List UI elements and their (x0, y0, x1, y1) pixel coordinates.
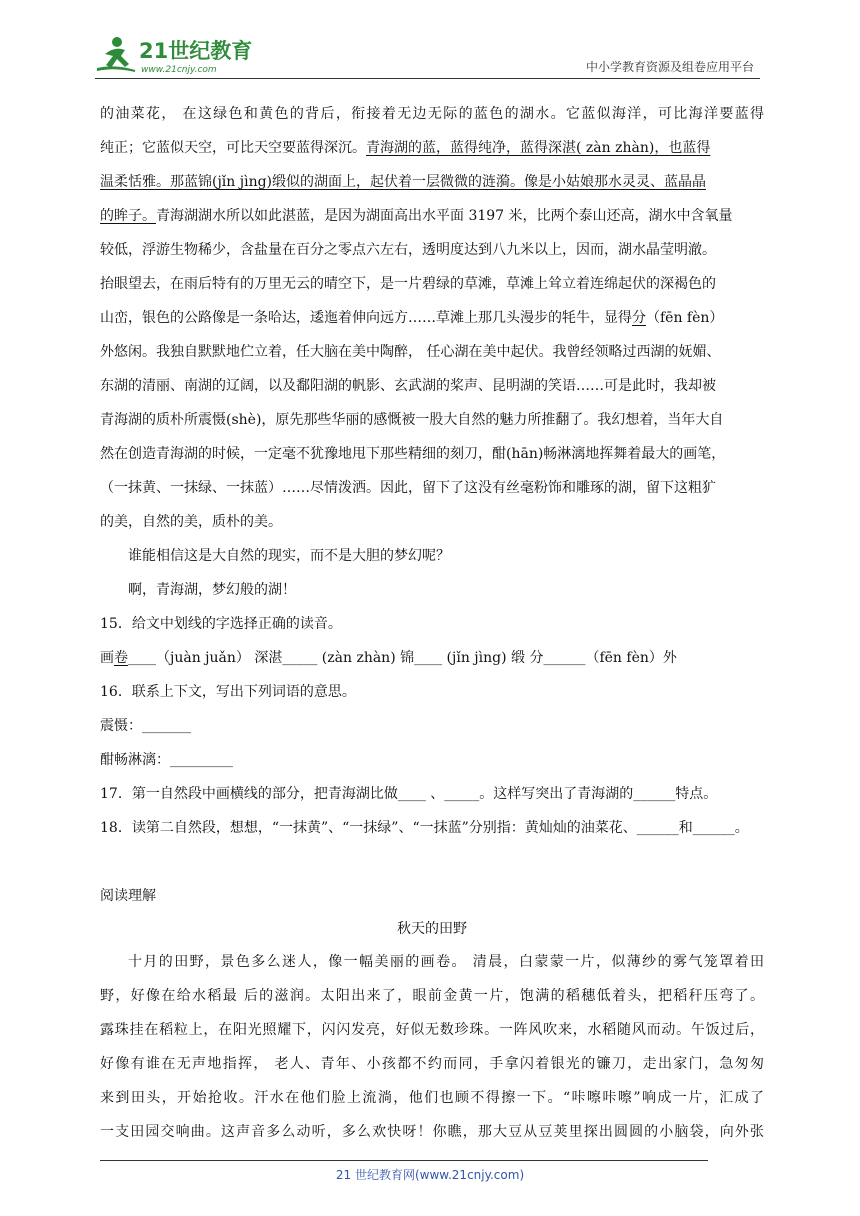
logo-text: 21世纪教育 (139, 39, 253, 63)
text-span: 画 (100, 650, 114, 666)
question-16-a: 震慑：_______ (100, 718, 191, 734)
question-16: 16．联系上下文，写出下列词语的意思。 (100, 684, 356, 700)
text-line: 较低，浮游生物稀少，含盐量在百分之零点六左右，透明度达到八九米以上，因而，湖水晶莹明澈。 (100, 242, 716, 258)
text-line: 谁能相信这是大自然的现实，而不是大胆的梦幻呢？ (128, 548, 450, 564)
text-line (100, 138, 710, 158)
text-line: 啊，青海湖，梦幻般的湖！ (128, 582, 296, 598)
text-line: 野，好像在给水稻最 后的滋润。太阳出来了，眼前金黄一片，饱满的稻穗低着头，把稻秆压弯了。 (100, 988, 764, 1004)
text-span: 纯正；它蓝似天空，可比天空要蓝得深沉。 (100, 140, 366, 156)
underlined-text: 青海湖的蓝，蓝得纯净，蓝得深湛( zàn zhàn)，也蓝得 (366, 140, 711, 156)
text-span: （fēn fèn） (646, 310, 724, 326)
underlined-text: 温柔恬雅。 (100, 174, 170, 190)
logo-21cnjy[interactable] (95, 34, 255, 76)
question-16-b: 酣畅淋漓：_________ (100, 752, 233, 768)
text-line (100, 206, 733, 226)
text-line: 露珠挂在稻粒上，在阳光照耀下，闪闪发亮，好似无数珍珠。一阵风吹来，水稻随风而动。午饭过后， (100, 1022, 764, 1038)
underlined-char: 卷 (114, 650, 128, 666)
question-17: 17．第一自然段中画横线的部分，把青海湖比做____ 、_____。这样写突出了青海湖的______特点。 (100, 786, 718, 802)
text-line: 抬眼望去，在雨后特有的万里无云的晴空下，是一片碧绿的草滩，草滩上耸立着连绵起伏的深褐色的 (100, 276, 716, 292)
header-platform-name: 中小学教育资源及组卷应用平台 (585, 60, 754, 74)
text-span: 山峦，银色的公路像是一条哈达，逶迤着伸向远方……草滩上那几头漫步的牦牛，显得 (100, 310, 632, 326)
text-line: 来到田头，开始抢收。汗水在他们脸上流淌，他们也顾不得擦一下。“咔嚓咔嚓”响成一片，汇成了 (100, 1090, 764, 1106)
text-line: 好像有谁在无声地指挥， 老人、青年、小孩都不约而同，手拿闪着银光的镰刀，走出家门，急匆匆 (100, 1056, 764, 1072)
text-line: 十月的田野，景色多么迷人，像一幅美丽的画卷。 清晨，白蒙蒙一片，似薄纱的雾气笼罩着田 (128, 954, 764, 970)
text-span: 青海湖湖水所以如此湛蓝，是因为湖面高出水平面 3197 米，比两个泰山还高，湖水中含氧量 (156, 208, 733, 224)
section-label: 阅读理解 (100, 888, 156, 904)
question-18: 18．读第二自然段，想想，“一抹黄”、“一抹绿”、“一抹蓝”分别指：黄灿灿的油菜花、______和______。 (100, 820, 749, 836)
text-line: （一抹黄、一抹绿、一抹蓝）……尽情泼洒。因此，留下了这没有丝毫粉饰和雕琢的湖，留下这粗犷 (100, 480, 716, 496)
text-line: 然在创造青海湖的时候，一定毫不犹豫地甩下那些精细的刻刀，酣(hān)畅淋漓地挥舞着最大的画笔， (100, 446, 726, 462)
passage-title: 秋天的田野 (397, 921, 467, 937)
logo-url: www.21cnjy.com (141, 65, 217, 75)
page-header (95, 32, 760, 79)
text-line (100, 308, 723, 328)
underlined-text: 的眸子。 (100, 208, 156, 224)
question-15-options (100, 648, 677, 668)
text-span: ____（juàn juǎn） 深湛_____ (zàn zhàn) 锦____ (jǐn jìng) 缎 分______（fēn fèn）外 (128, 650, 677, 666)
underlined-text: 那蓝锦(jǐn jìng)缎似的湖面上，起伏着一层微微的涟漪。像是小姑娘那水灵灵、蓝晶晶 (170, 174, 707, 190)
text-line: 的美，自然的美，质朴的美。 (100, 514, 282, 530)
question-15: 15．给文中划线的字选择正确的读音。 (100, 616, 342, 632)
text-line: 青海湖的质朴所震慑(shè)，原先那些华丽的感慨被一股大自然的魅力所推翻了。我幻想着，当年大自 (100, 412, 724, 428)
text-line: 外悠闲。我独自默默地伫立着，任大脑在美中陶醉， 任心湖在美中起伏。我曾经领略过西湖的妩媚、 (100, 344, 721, 360)
footer-divider (100, 1160, 708, 1161)
footer-link[interactable]: 21 世纪教育网(www.21cnjy.com) (335, 1168, 525, 1182)
text-line: 的油菜花， 在这绿色和黄色的背后，衔接着无边无际的蓝色的湖水。它蓝似海洋，可比海洋要蓝得 (100, 106, 764, 122)
underlined-char: 分 (632, 310, 646, 326)
text-line: 一支田园交响曲。这声音多么动听，多么欢快呀！你瞧，那大豆从豆荚里探出圆圆的小脑袋，向外张 (100, 1124, 764, 1140)
text-line (100, 172, 706, 192)
text-line: 东湖的清丽、南湖的辽阔，以及鄱阳湖的帆影、玄武湖的桨声、昆明湖的笑语……可是此时，我却被 (100, 378, 716, 394)
